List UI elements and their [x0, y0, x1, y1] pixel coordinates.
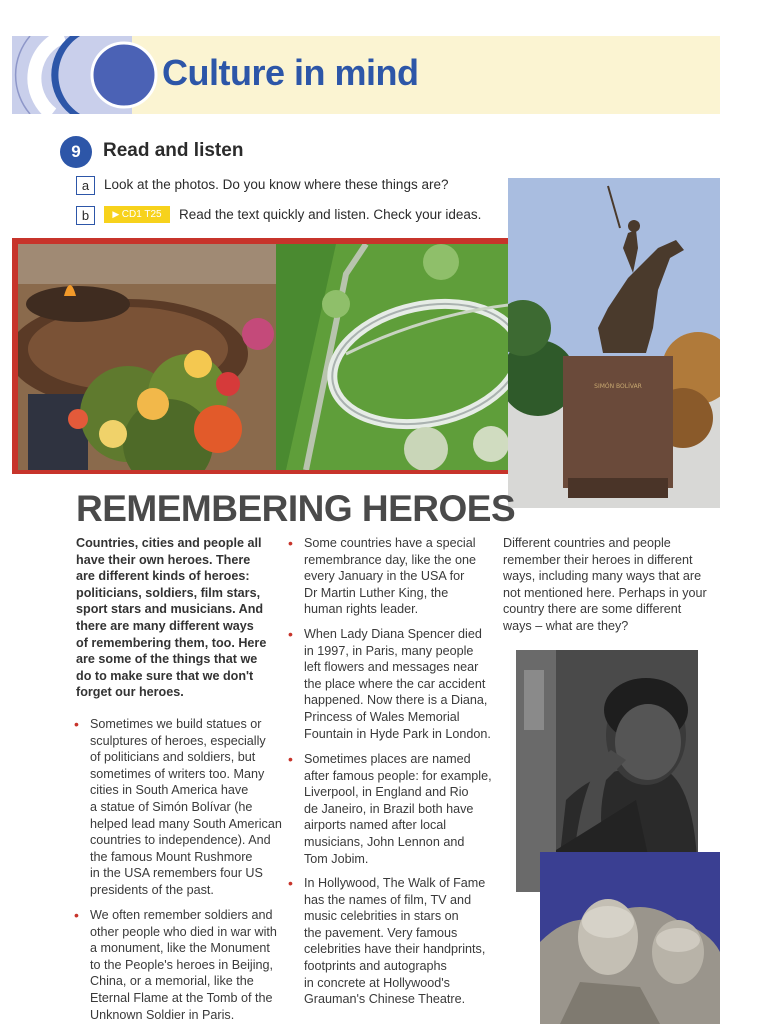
bullet-statues — [74, 716, 300, 899]
bullet-line: cities in South America have — [90, 783, 249, 798]
bullet-line: left flowers and messages near — [304, 660, 479, 675]
conclusion-line: ways, including many ways that are — [503, 569, 702, 584]
article-conclusion — [503, 535, 713, 635]
intro-line: have their own heroes. There — [76, 552, 251, 567]
play-icon: ▶ — [112, 209, 122, 219]
bullet-line: China, or a memorial, like the — [90, 974, 254, 989]
memorial-fountain-photo — [276, 244, 524, 470]
bullet-line: after famous people: for example, — [304, 768, 492, 783]
intro-line: are different kinds of heroes: — [76, 569, 250, 584]
bullet-line: other people who died in war with — [90, 924, 277, 939]
bullet-line: Tom Jobim. — [304, 851, 369, 866]
eternal-flame-photo — [18, 244, 276, 470]
intro-line: politicians, soldiers, film stars, — [76, 585, 261, 600]
bullet-line: • Some countries have a special — [304, 536, 476, 550]
exercise-number-badge: 9 — [60, 136, 92, 168]
bullet-line: sometimes of writers too. Many — [90, 766, 265, 781]
bullet-line: of politicians and soldiers, but — [90, 750, 256, 765]
bullet-line: celebrities have their handprints, — [304, 942, 486, 957]
bullet-place-names — [288, 751, 514, 867]
bullet-line: Fountain in Hyde Park in London. — [304, 726, 491, 741]
bullet-line: human rights leader. — [304, 602, 419, 617]
conclusion-line: not mentioned here. Perhaps in your — [503, 585, 707, 600]
bullet-line: airports named after local — [304, 818, 447, 833]
bullet-line: music celebrities in stars on — [304, 909, 459, 924]
statue-photo — [508, 178, 720, 508]
bullet-line: has the names of film, TV and — [304, 892, 472, 907]
bullet-line: de Janeiro, in Brazil both have — [304, 801, 474, 816]
bullet-line: • We often remember soldiers and — [90, 908, 273, 922]
bullet-line: Princess of Wales Memorial — [304, 709, 460, 724]
bullet-remembrance-day — [288, 535, 514, 618]
bullet-line: • When Lady Diana Spencer died — [304, 627, 482, 641]
page-title: Culture in mind — [162, 52, 419, 93]
svg-text:SIMÓN BOLÍVAR: SIMÓN BOLÍVAR — [594, 383, 642, 390]
bullet-line: every January in the USA for — [304, 569, 465, 584]
bullet-line: Grauman's Chinese Theatre. — [304, 992, 466, 1007]
bullet-line: • In Hollywood, The Walk of Fame — [304, 876, 486, 890]
intro-line: sport stars and musicians. And — [76, 602, 264, 617]
mount-rushmore-photo — [540, 852, 720, 1024]
header-circles-icon — [12, 36, 162, 114]
bullet-line: in the USA remembers four US — [90, 866, 263, 881]
intro-line: do to make sure that we don't — [76, 668, 254, 683]
bullet-monuments — [74, 907, 300, 1023]
bullet-line: to the People's heroes in Beijing, — [90, 957, 274, 972]
bullet-walk-of-fame — [288, 875, 514, 1008]
article-headline: REMEMBERING HEROES — [76, 488, 516, 529]
bullet-line: happened. Now there is a Diana, — [304, 693, 488, 708]
bullet-line: helped lead many South American — [90, 816, 282, 831]
conclusion-line: remember their heroes in different — [503, 552, 693, 567]
audio-track-tag[interactable] — [104, 206, 170, 223]
bullet-line: sculptures of heroes, especially — [90, 733, 266, 748]
article-intro — [76, 535, 272, 701]
intro-line: forget our heroes. — [76, 685, 184, 700]
conclusion-line: ways – what are they? — [503, 618, 629, 633]
bullet-line: the pavement. Very famous — [304, 925, 458, 940]
intro-line: are some of the things that we — [76, 652, 258, 667]
bullet-line: the famous Mount Rushmore — [90, 849, 253, 864]
conclusion-line: country there are some different — [503, 602, 682, 617]
bullet-line: a statue of Simón Bolívar (he — [90, 799, 253, 814]
task-b-text: Read the text quickly and listen. Check your ideas. — [179, 207, 482, 222]
bullet-line: Unknown Soldier in Paris. — [90, 1007, 235, 1022]
bullet-line: countries to independence). And — [90, 833, 271, 848]
task-letter-b: b — [76, 206, 95, 225]
bullet-line: Eternal Flame at the Tomb of the — [90, 990, 273, 1005]
intro-line: of remembering them, too. Here — [76, 635, 267, 650]
bullet-line: in 1997, in Paris, many people — [304, 643, 474, 658]
bullet-diana — [288, 626, 514, 742]
bullet-line: footprints and autographs — [304, 958, 447, 973]
bullet-line: • Sometimes places are named — [304, 752, 471, 766]
bullet-line: in concrete at Hollywood's — [304, 975, 450, 990]
audio-track-label: CD1 T25 — [121, 209, 162, 220]
task-a-text: Look at the photos. Do you know where these things are? — [104, 177, 449, 192]
bullet-line: presidents of the past. — [90, 882, 214, 897]
bullet-line: the place where the car accident — [304, 676, 486, 691]
bullet-line: musicians, John Lennon and — [304, 834, 465, 849]
task-letter-a: a — [76, 176, 95, 195]
bullet-line: a monument, like the Monument — [90, 941, 270, 956]
intro-line: there are many different ways — [76, 618, 254, 633]
bullet-line: • Sometimes we build statues or — [90, 717, 262, 731]
conclusion-line: Different countries and people — [503, 536, 671, 550]
bullet-line: Liverpool, in England and Rio — [304, 785, 469, 800]
bullet-line: Dr Martin Luther King, the — [304, 585, 449, 600]
bullet-line: remembrance day, like the one — [304, 552, 476, 567]
intro-line: Countries, cities and people all — [76, 536, 262, 550]
exercise-title: Read and listen — [103, 140, 244, 161]
